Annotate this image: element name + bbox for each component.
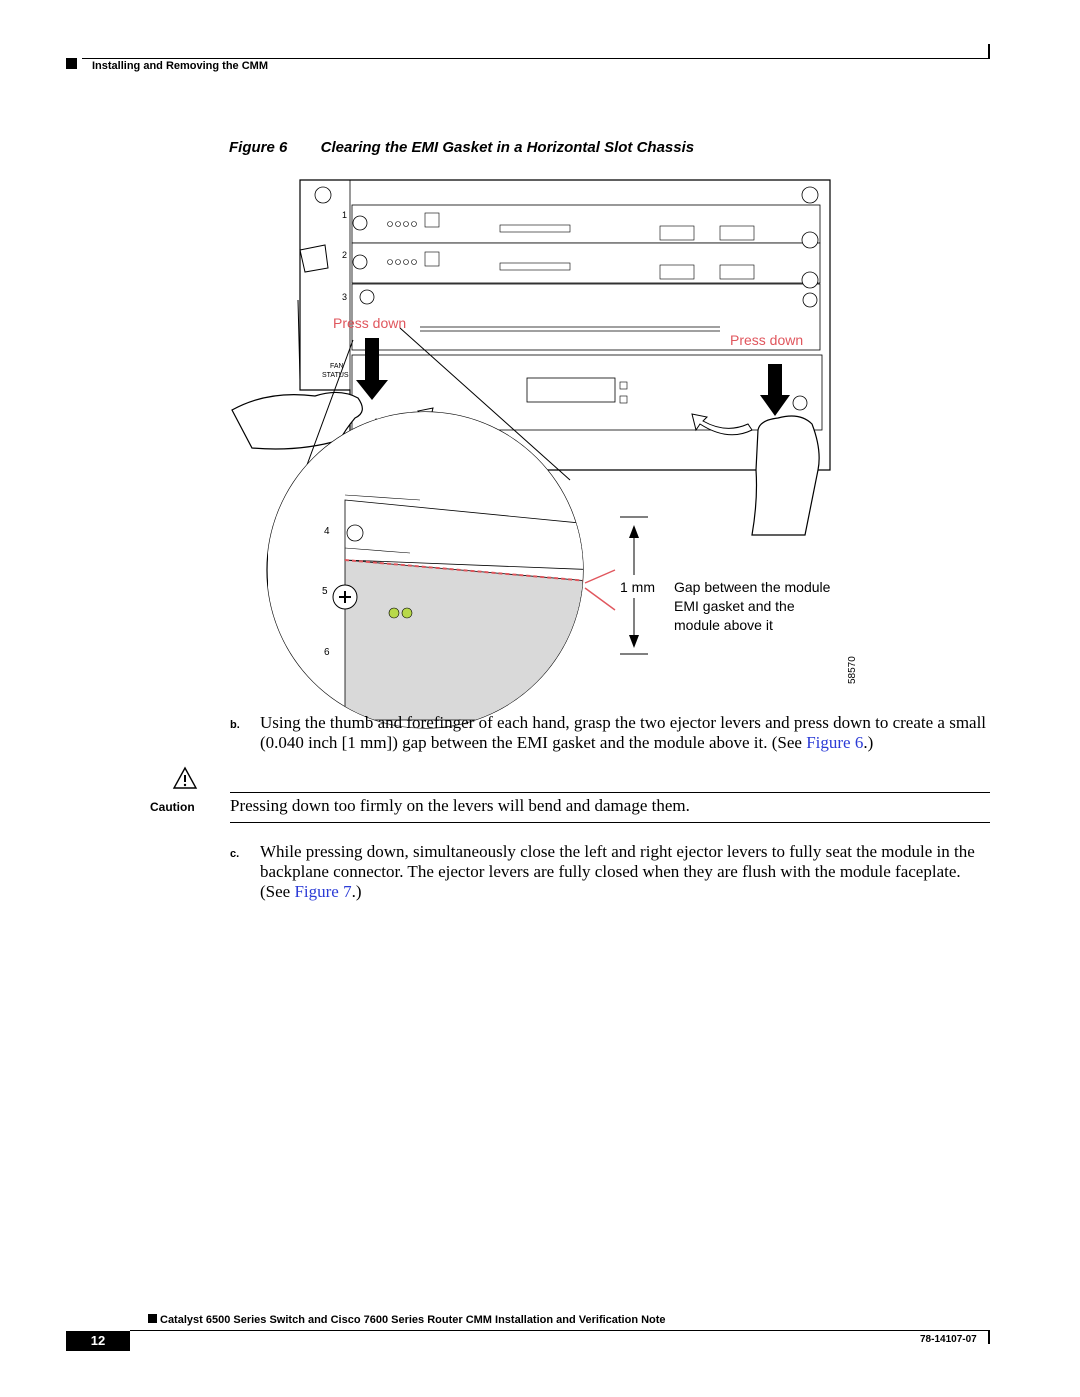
- caution-icon: [172, 766, 198, 790]
- document-number: 78-14107-07: [920, 1334, 977, 1345]
- gap-label-line-3: module above it: [674, 617, 773, 633]
- step-c: [230, 842, 990, 902]
- slot-number: 2: [342, 250, 348, 260]
- caution-text: Pressing down too firmly on the levers will bend and damage them.: [230, 796, 690, 815]
- footer-title: Catalyst 6500 Series Switch and Cisco 7600 Series Router CMM Installation and Verification Note: [160, 1314, 666, 1326]
- step-text-end: .): [351, 882, 362, 901]
- emi-gasket-illustration: [228, 170, 858, 690]
- gap-value: 1 mm: [620, 579, 655, 595]
- step-text: Using the thumb and forefinger of each hand, grasp the two ejector levers and press down to create a small (0.040 inch [1 mm]) gap between the EMI gasket and the module above it. (See: [260, 713, 987, 752]
- slot-number: 1: [342, 210, 348, 220]
- art-number: 58570: [847, 656, 858, 684]
- slot-number: 5: [322, 586, 328, 597]
- figure-link[interactable]: Figure 7: [294, 882, 352, 901]
- status-label: STATUS: [322, 372, 349, 379]
- caution-rule-bottom: [230, 822, 990, 823]
- footer-marker: [148, 1314, 157, 1323]
- step-letter: c.: [230, 848, 240, 860]
- gap-label-line-1: Gap between the module: [674, 579, 831, 595]
- running-header: Installing and Removing the CMM: [92, 60, 269, 72]
- header-tick: [988, 44, 990, 58]
- figure-link[interactable]: Figure 6: [806, 733, 864, 752]
- footer-tick: [988, 1330, 990, 1344]
- caution-rule-top: [230, 792, 990, 793]
- figure-caption: Figure 6 Clearing the EMI Gasket in a Horizontal Slot Chassis: [229, 139, 695, 156]
- slot-number: 3: [342, 292, 348, 302]
- page-number: 12: [66, 1331, 130, 1351]
- caution-label: Caution: [150, 800, 195, 814]
- gap-label-line-2: EMI gasket and the: [674, 598, 795, 614]
- step-text-end: .): [863, 733, 874, 752]
- fan-label: FAN: [330, 363, 344, 370]
- slot-number: 4: [324, 526, 330, 537]
- header-marker: [66, 58, 77, 69]
- slot-number: 6: [324, 647, 330, 658]
- press-down-label-left: Press down: [333, 315, 407, 331]
- footer-rule: [130, 1330, 990, 1331]
- step-letter: b.: [230, 719, 240, 731]
- step-text: While pressing down, simultaneously close the left and right ejector levers to fully seat the module in the backplane connector. The ejector levers are fully closed when they are flush with the module faceplate. (See: [260, 842, 975, 901]
- header-rule: [82, 58, 990, 59]
- press-down-label-right: Press down: [730, 332, 804, 348]
- step-b: [230, 713, 990, 753]
